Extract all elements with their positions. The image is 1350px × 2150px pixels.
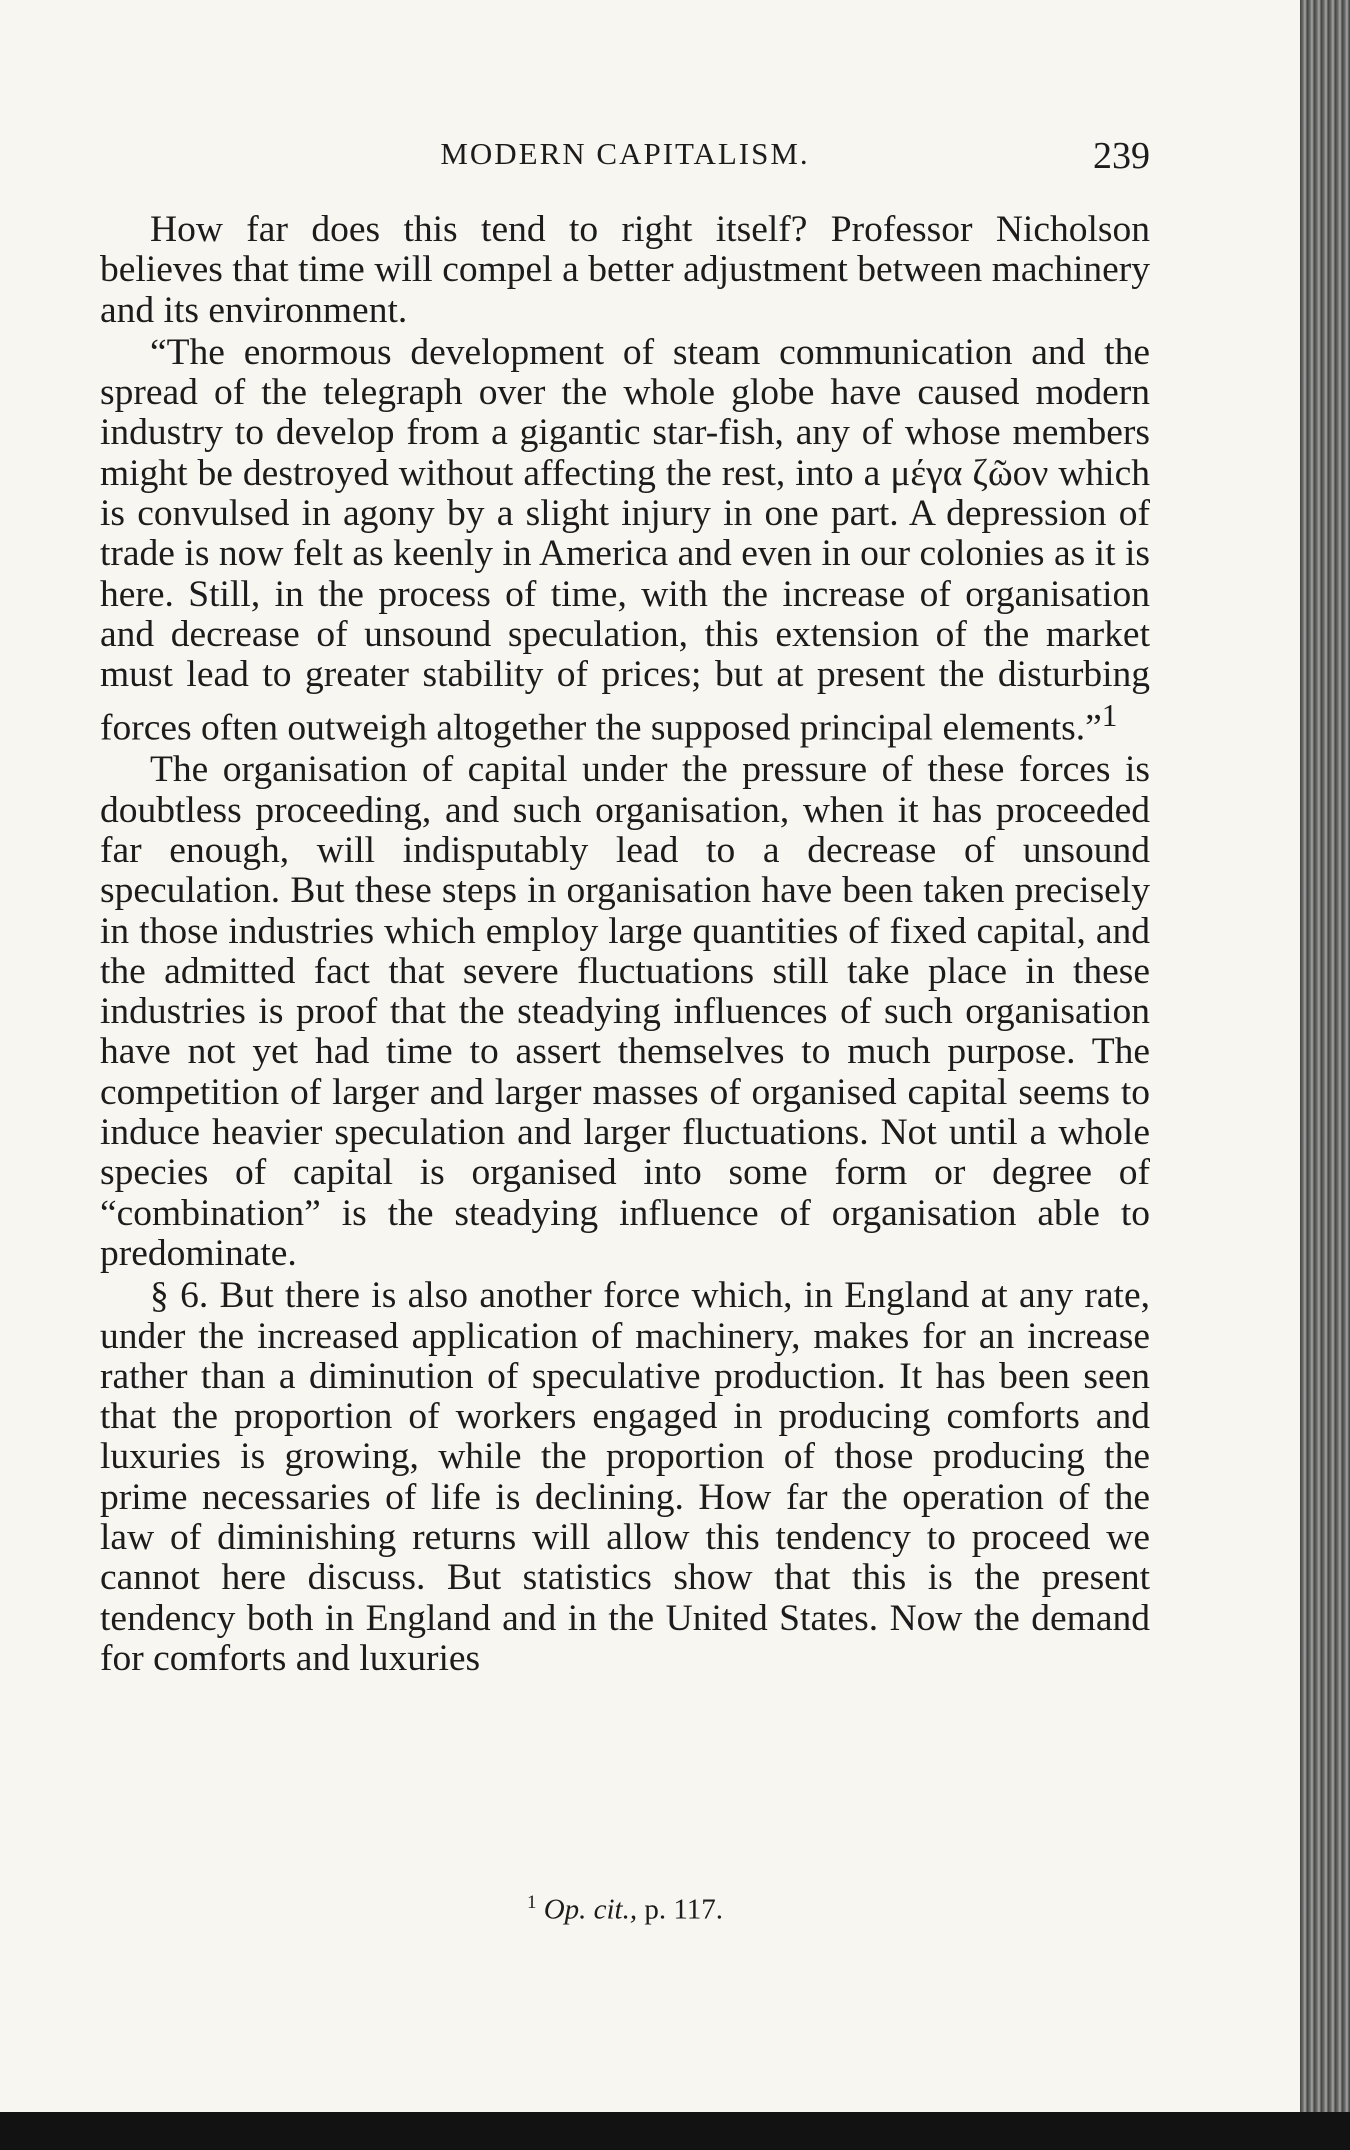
footnote-marker: 1 bbox=[526, 1892, 537, 1913]
footnote-reference: 1 bbox=[1101, 697, 1118, 733]
book-spine-shadow bbox=[1300, 0, 1350, 2150]
quotation-text: “The enormous development of steam communication and the spread of the telegraph over the whole globe have caused modern industry to develop from a gigantic star-fish, any of whose members might be destroyed without affecting the rest, into a μέγα ζῶον which is convulsed in agony by a slight injury in one part. A depression of trade is now felt as keenly in America and even in our colonies as it is here. Still, in the process of time, with the increase of organisation and decrease of unsound speculation, this extension of the market must lead to greater stability of prices; but at present the disturbing forces often outweigh altogether the supposed principal elements.” bbox=[100, 331, 1150, 749]
paragraph: § 6. But there is also another force which, in England at any rate, under the increased application of machinery, makes for an increase rather than a diminution of speculative production. It has been seen that the proportion of workers engaged in producing comforts and luxuries is growing, while the proportion of those producing the prime necessaries of life is declining. How far the operation of the law of diminishing returns will allow this tendency to proceed we cannot here discuss. But statistics show that this is the present tendency both in England and in the United States. Now the demand for comforts and luxuries bbox=[100, 1275, 1150, 1679]
running-title: MODERN CAPITALISM. bbox=[440, 136, 810, 171]
body-text bbox=[100, 210, 1150, 1679]
paragraph: How far does this tend to right itself? Professor Nicholson believes that time will compel a better adjustment between machinery and its environment. bbox=[100, 209, 1150, 331]
running-head bbox=[100, 128, 1150, 188]
paragraph: The organisation of capital under the pressure of these forces is doubtless proceeding, and such organisation, when it has proceeded far enough, will indisputably lead to a decrease of unsound speculation. But these steps in organisation have been taken precisely in those industries which employ large quantities of fixed capital, and the admitted fact that severe fluctuations still take place in these industries is proof that the steadying influences of such organisation have not yet had time to assert themselves to much purpose. The competition of larger and larger masses of organised capital seems to induce heavier speculation and larger fluctuations. Not until a whole species of capital is organised into some form or degree of “combination” is the steadying influence of organisation able to predominate. bbox=[100, 749, 1150, 1274]
footnote-page: p. 117. bbox=[644, 1893, 724, 1926]
page-number: 239 bbox=[1093, 135, 1150, 177]
scan-bottom-edge bbox=[0, 2112, 1350, 2150]
footnote-citation: Op. cit., bbox=[543, 1893, 638, 1926]
quoted-paragraph bbox=[100, 333, 1150, 748]
footnote bbox=[100, 1892, 1150, 1927]
